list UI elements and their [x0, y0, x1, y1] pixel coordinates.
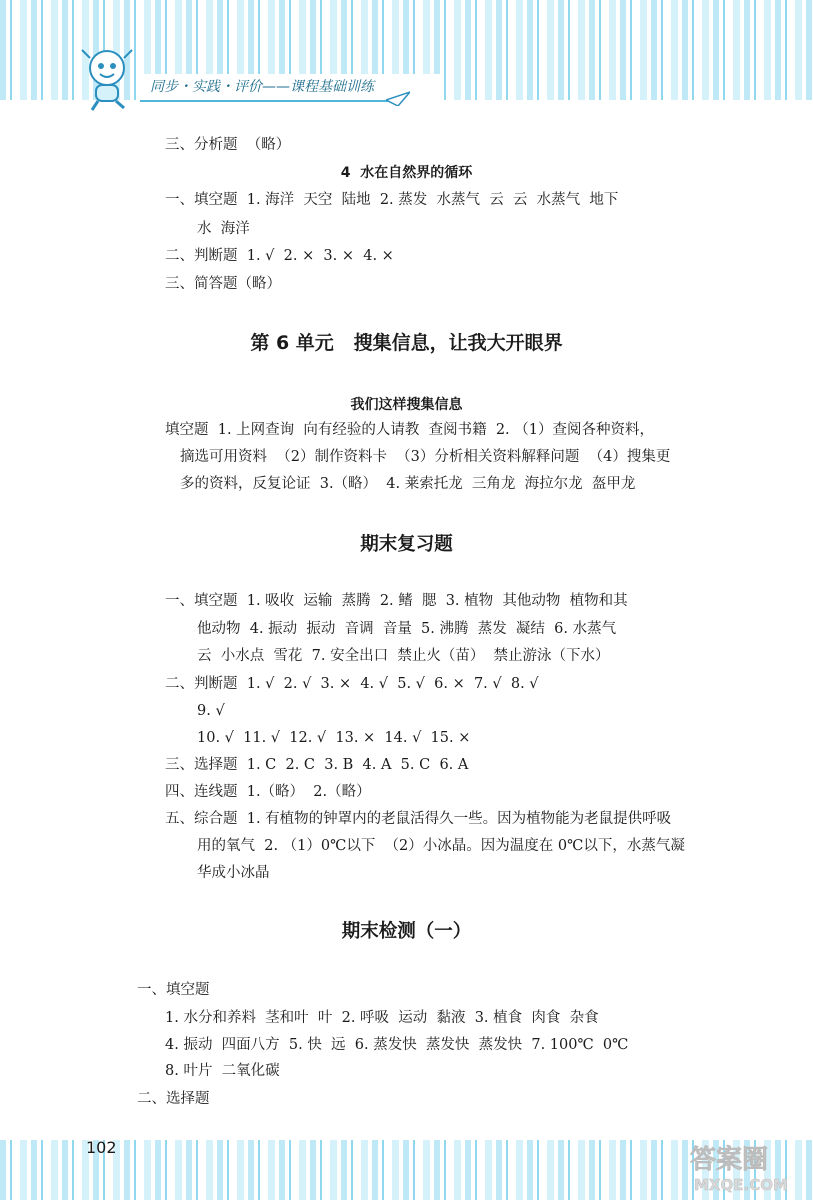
- test-fill-blank-line-3: 8. 叶片 二氧化碳: [165, 1063, 280, 1079]
- test-fill-blank-line-1: 1. 水分和养料 茎和叶 叶 2. 呼吸 运动 黏液 3. 植食 肉食 杂食: [165, 1010, 599, 1026]
- header-underline: [140, 100, 390, 102]
- final-review-heading: 期末复习题: [360, 534, 453, 555]
- test-fill-blank-label: 一、填空题: [137, 982, 210, 998]
- fill-blank-continued: 水 海洋: [197, 221, 250, 237]
- watermark-logo: [686, 1138, 804, 1196]
- review-comprehensive-line: 五、综合题 1. 有植物的钟罩内的老鼠活得久一些。因为植物能为老鼠提供呼吸: [165, 811, 672, 827]
- series-title: 同步・实践・评价——课程基础训练: [150, 79, 374, 95]
- review-true-false-continued-2: 10. √ 11. √ 12. √ 13. × 14. √ 15. ×: [197, 730, 471, 746]
- review-true-false-line: 二、判断题 1. √ 2. √ 3. × 4. √ 5. √ 6. × 7. √ 8. √: [165, 676, 539, 692]
- info-fill-blank-continued-1: 摘选可用资料 （2）制作资料卡 （3）分析相关资料解释问题 （4）搜集更: [180, 449, 671, 465]
- unit-6-heading: 第 6 单元 搜集信息，让我大开眼界: [250, 332, 563, 354]
- final-test-heading: 期末检测（一）: [341, 921, 472, 942]
- review-matching-line: 四、连线题 1.（略） 2.（略）: [165, 784, 371, 800]
- mascot-icon: [72, 44, 142, 114]
- review-fill-blank-continued-1: 他动物 4. 振动 振动 音调 音量 5. 沸腾 蒸发 凝结 6. 水蒸气: [197, 621, 617, 637]
- analysis-question-line: 三、分析题 （略）: [165, 137, 291, 153]
- info-fill-blank-continued-2: 多的资料，反复论证 3.（略） 4. 莱索托龙 三角龙 海拉尔龙 盔甲龙: [180, 476, 636, 492]
- review-choice-line: 三、选择题 1. C 2. C 3. B 4. A 5. C 6. A: [165, 757, 469, 773]
- review-fill-blank-continued-2: 云 小水点 雪花 7. 安全出口 禁止火（苗） 禁止游泳（下水）: [197, 648, 610, 664]
- test-fill-blank-line-2: 4. 振动 四面八方 5. 快 远 6. 蒸发快 蒸发快 蒸发快 7. 100℃ 0℃: [165, 1037, 629, 1053]
- test-choice-label: 二、选择题: [137, 1091, 210, 1107]
- info-fill-blank-line: 填空题 1. 上网查询 向有经验的人请教 查阅书籍 2. （1）查阅各种资料，: [165, 422, 654, 438]
- svg-text:答案圈: 答案圈: [690, 1145, 769, 1175]
- true-false-line: 二、判断题 1. √ 2. × 3. × 4. ×: [165, 248, 394, 264]
- short-answer-line: 三、简答题（略）: [165, 276, 281, 292]
- review-comprehensive-continued-1: 用的氧气 2. （1）0℃以下 （2）小冰晶。因为温度在 0℃以下，水蒸气凝: [197, 838, 685, 854]
- review-true-false-continued-1: 9. √: [197, 703, 225, 719]
- page-number: 102: [86, 1138, 117, 1157]
- water-cycle-heading: 4 水在自然界的循环: [340, 165, 473, 181]
- review-fill-blank-line: 一、填空题 1. 吸收 运输 蒸腾 2. 鳍 腮 3. 植物 其他动物 植物和其: [165, 593, 628, 609]
- review-comprehensive-continued-2: 华成小冰晶: [197, 865, 270, 881]
- info-collection-heading: 我们这样搜集信息: [350, 397, 463, 413]
- svg-text:MXQE.COM: MXQE.COM: [694, 1176, 788, 1194]
- paper-plane-icon: [386, 90, 410, 106]
- fill-blank-line: 一、填空题 1. 海洋 天空 陆地 2. 蒸发 水蒸气 云 云 水蒸气 地下: [165, 192, 619, 208]
